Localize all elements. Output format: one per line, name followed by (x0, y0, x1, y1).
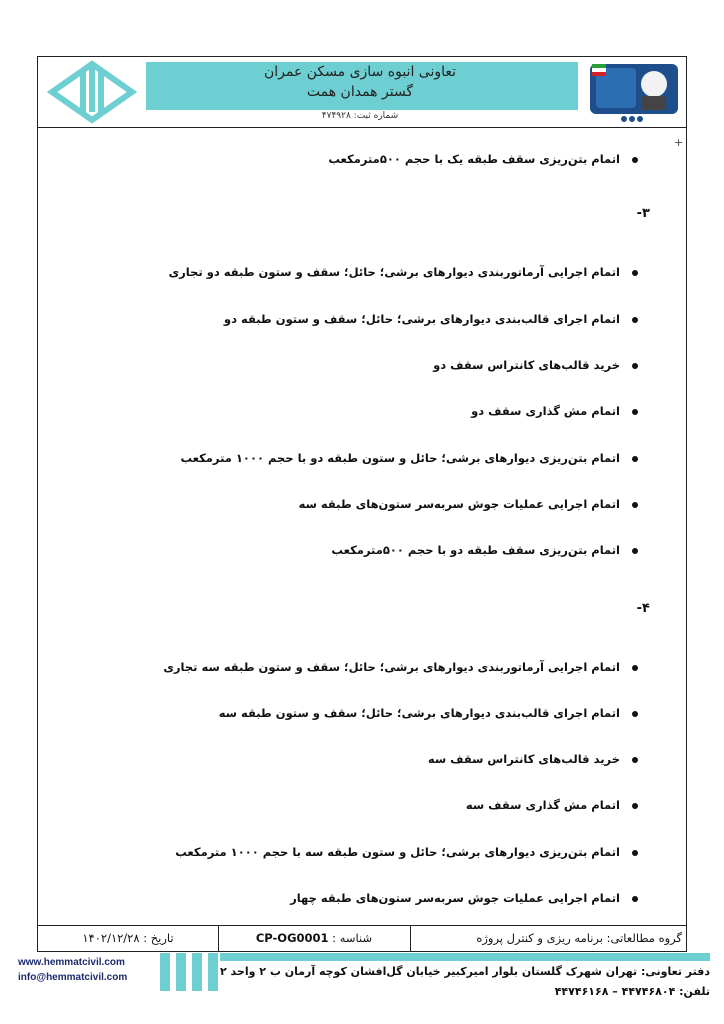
list-item: اتمام بتن‌ریزی دیوارهای برشی؛ حائل و ستون طبقه سه با حجم ۱۰۰۰ مترمکعب (175, 845, 620, 859)
list-item: خرید قالب‌های کانتراس سقف سه (428, 752, 620, 766)
list-item: اتمام مش گذاری سقف سه (466, 798, 620, 812)
list-item: اتمام اجرایی آرماتوربندی دیوارهای برشی؛ حائل؛ سقف و ستون طبقه سه تجاری (163, 660, 620, 674)
bullet-icon (632, 456, 638, 462)
email-link[interactable]: info@hemmatcivil.com (18, 972, 128, 983)
footer-divider (218, 925, 219, 952)
bullet-icon (632, 757, 638, 763)
bullet-icon (632, 803, 638, 809)
study-group: گروه مطالعاتی: برنامه ریزی و کنترل پروژه (476, 931, 682, 945)
phone-numbers: تلفن: ۴۴۷۴۶۸۰۴ – ۴۴۷۴۶۱۶۸ (554, 985, 710, 998)
list-item: اتمام بتن‌ریزی سقف طبقه یک با حجم ۵۰۰مترمکعب (328, 152, 620, 166)
company-logo (42, 60, 142, 124)
list-item: اتمام اجرایی عملیات جوش سربه‌سر ستون‌های طبقه چهار (290, 891, 620, 905)
document-id-value: CP-OG0001 (255, 931, 329, 945)
list-item: اتمام بتن‌ریزی دیوارهای برشی؛ حائل و ستون طبقه دو با حجم ۱۰۰۰ مترمکعب (180, 451, 620, 465)
list-item: اتمام اجرایی آرماتوربندی دیوارهای برشی؛ حائل؛ سقف و ستون طبقه دو تجاری (169, 265, 620, 279)
document-id (222, 925, 406, 952)
bullet-icon (632, 896, 638, 902)
list-item: اتمام اجرای قالب‌بندی دیوارهای برشی؛ حائل؛ سقف و ستون طبقه سه (219, 706, 620, 720)
bullet-icon (632, 665, 638, 671)
list-item: اتمام مش گذاری سقف دو (471, 404, 620, 418)
bullet-icon (632, 409, 638, 415)
plus-mark: + (674, 136, 684, 149)
company-name: تعاونی انبوه سازی مسکن عمران (263, 64, 457, 80)
section-4-label: -۴ (636, 601, 650, 616)
document-date: تاریخ : ۱۴۰۲/۱۲/۲۸ (82, 931, 174, 945)
section-3-label: -۳ (636, 206, 650, 221)
list-item: اتمام اجرایی عملیات جوش سربه‌سر ستون‌های طبقه سه (299, 497, 620, 511)
bullet-icon (632, 502, 638, 508)
list-item: اتمام بتن‌ریزی سقف طبقه دو با حجم ۵۰۰مترمکعب (331, 543, 620, 557)
list-item: خرید قالب‌های کانتراس سقف دو (433, 358, 620, 372)
year-slogan-emblem (584, 60, 684, 124)
document-id-label: شناسه : (328, 931, 373, 945)
bullet-icon (632, 548, 638, 554)
list-item: اتمام اجرای قالب‌بندی دیوارهای برشی؛ حائل؛ سقف و ستون طبقه دو (224, 312, 620, 326)
website-link[interactable]: www.hemmatcivil.com (18, 957, 125, 968)
bullet-icon (632, 317, 638, 323)
footer-band (220, 953, 710, 961)
bullet-icon (632, 270, 638, 276)
bullet-icon (632, 157, 638, 163)
footer-divider (410, 925, 411, 952)
bullet-icon (632, 363, 638, 369)
company-name-line2: گستر همدان همت (306, 84, 414, 100)
registration-number: شماره ثبت: ۴۷۴۹۲۸ (321, 111, 399, 121)
bullet-icon (632, 850, 638, 856)
bullet-icon (632, 711, 638, 717)
office-address: دفتر تعاونی: تهران شهرک گلستان بلوار امیرکبیر خیابان گل‌افشان کوچه آرمان ب ۲ واحد ۲ (219, 965, 710, 978)
